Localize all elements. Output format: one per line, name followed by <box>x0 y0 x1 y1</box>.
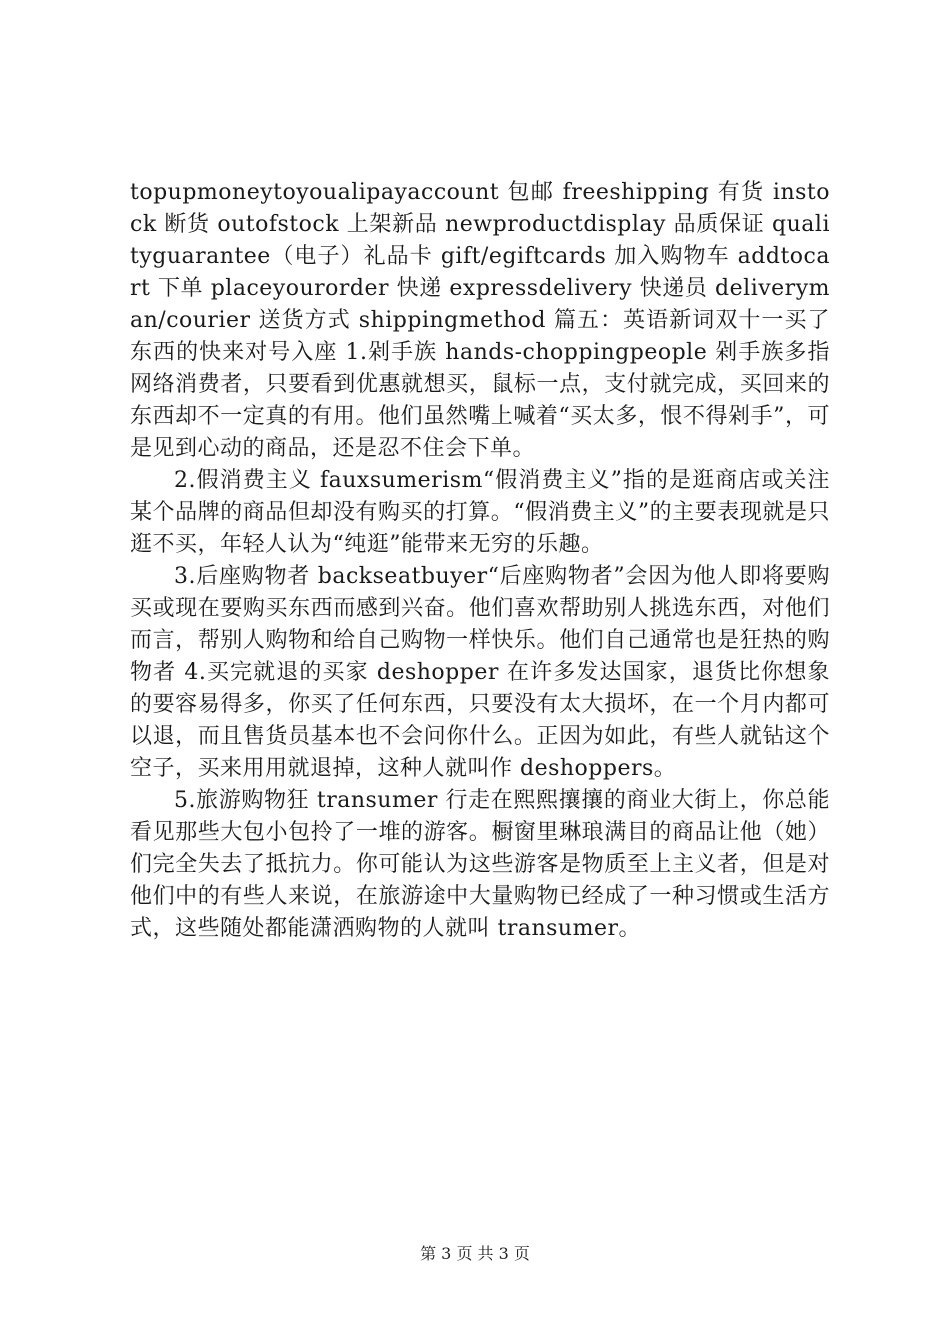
paragraph-2: 2.假消费主义 fauxsumerism“假消费主义”指的是逛商店或关注某个品牌的商品但却没有购买的打算。“假消费主义”的主要表现就是只逛不买，年轻人认为“纯逛”能带来无穷的乐趣。 <box>130 468 830 557</box>
paragraph-3: 3.后座购物者 backseatbuyer“后座购物者”会因为他人即将要购买或现在要购买东西而感到兴奋。他们喜欢帮助别人挑选东西，对他们而言，帮别人购物和给自己购物一样快乐。他们自己通常也是狂热的购物者 4.买完就退的买家 deshopper 在许多发达国家，退货比你想象的要容易得多，你买了任何东西，只要没有太大损坏，在一个月内都可以退，而且售货员基本也不会问你什么。正因为如此，有些人就钻这个空子，买来用用就退掉，这种人就叫作 deshoppers。 <box>130 564 830 781</box>
page-number-footer: 第 3 页 共 3 页 <box>420 1244 530 1263</box>
document-body <box>130 177 830 945</box>
paragraph-1: topupmoneytoyoualipayaccount 包邮 freeshipping 有货 instock 断货 outofstock 上架新品 newproductdisplay 品质保证 qualityguarantee（电子）礼品卡 gift/egiftcards 加入购物车 addtocart 下单 placeyourorder 快递 expressdelivery 快递员 deliveryman/courier 送货方式 shippingmethod 篇五：英语新词双十一买了东西的快来对号入座 1.剁手族 hands-choppingpeople 剁手族多指网络消费者，只要看到优惠就想买，鼠标一点，支付就完成，买回来的东西却不一定真的有用。他们虽然嘴上喊着“买太多，恨不得剁手”，可是见到心动的商品，还是忍不住会下单。 <box>130 180 830 461</box>
paragraph-4: 5.旅游购物狂 transumer 行走在熙熙攘攘的商业大街上，你总能看见那些大包小包拎了一堆的游客。橱窗里琳琅满目的商品让他（她）们完全失去了抵抗力。你可能认为这些游客是物质至上主义者，但是对他们中的有些人来说，在旅游途中大量购物已经成了一种习惯或生活方式，这些随处都能潇洒购物的人就叫 transumer。 <box>130 788 830 941</box>
